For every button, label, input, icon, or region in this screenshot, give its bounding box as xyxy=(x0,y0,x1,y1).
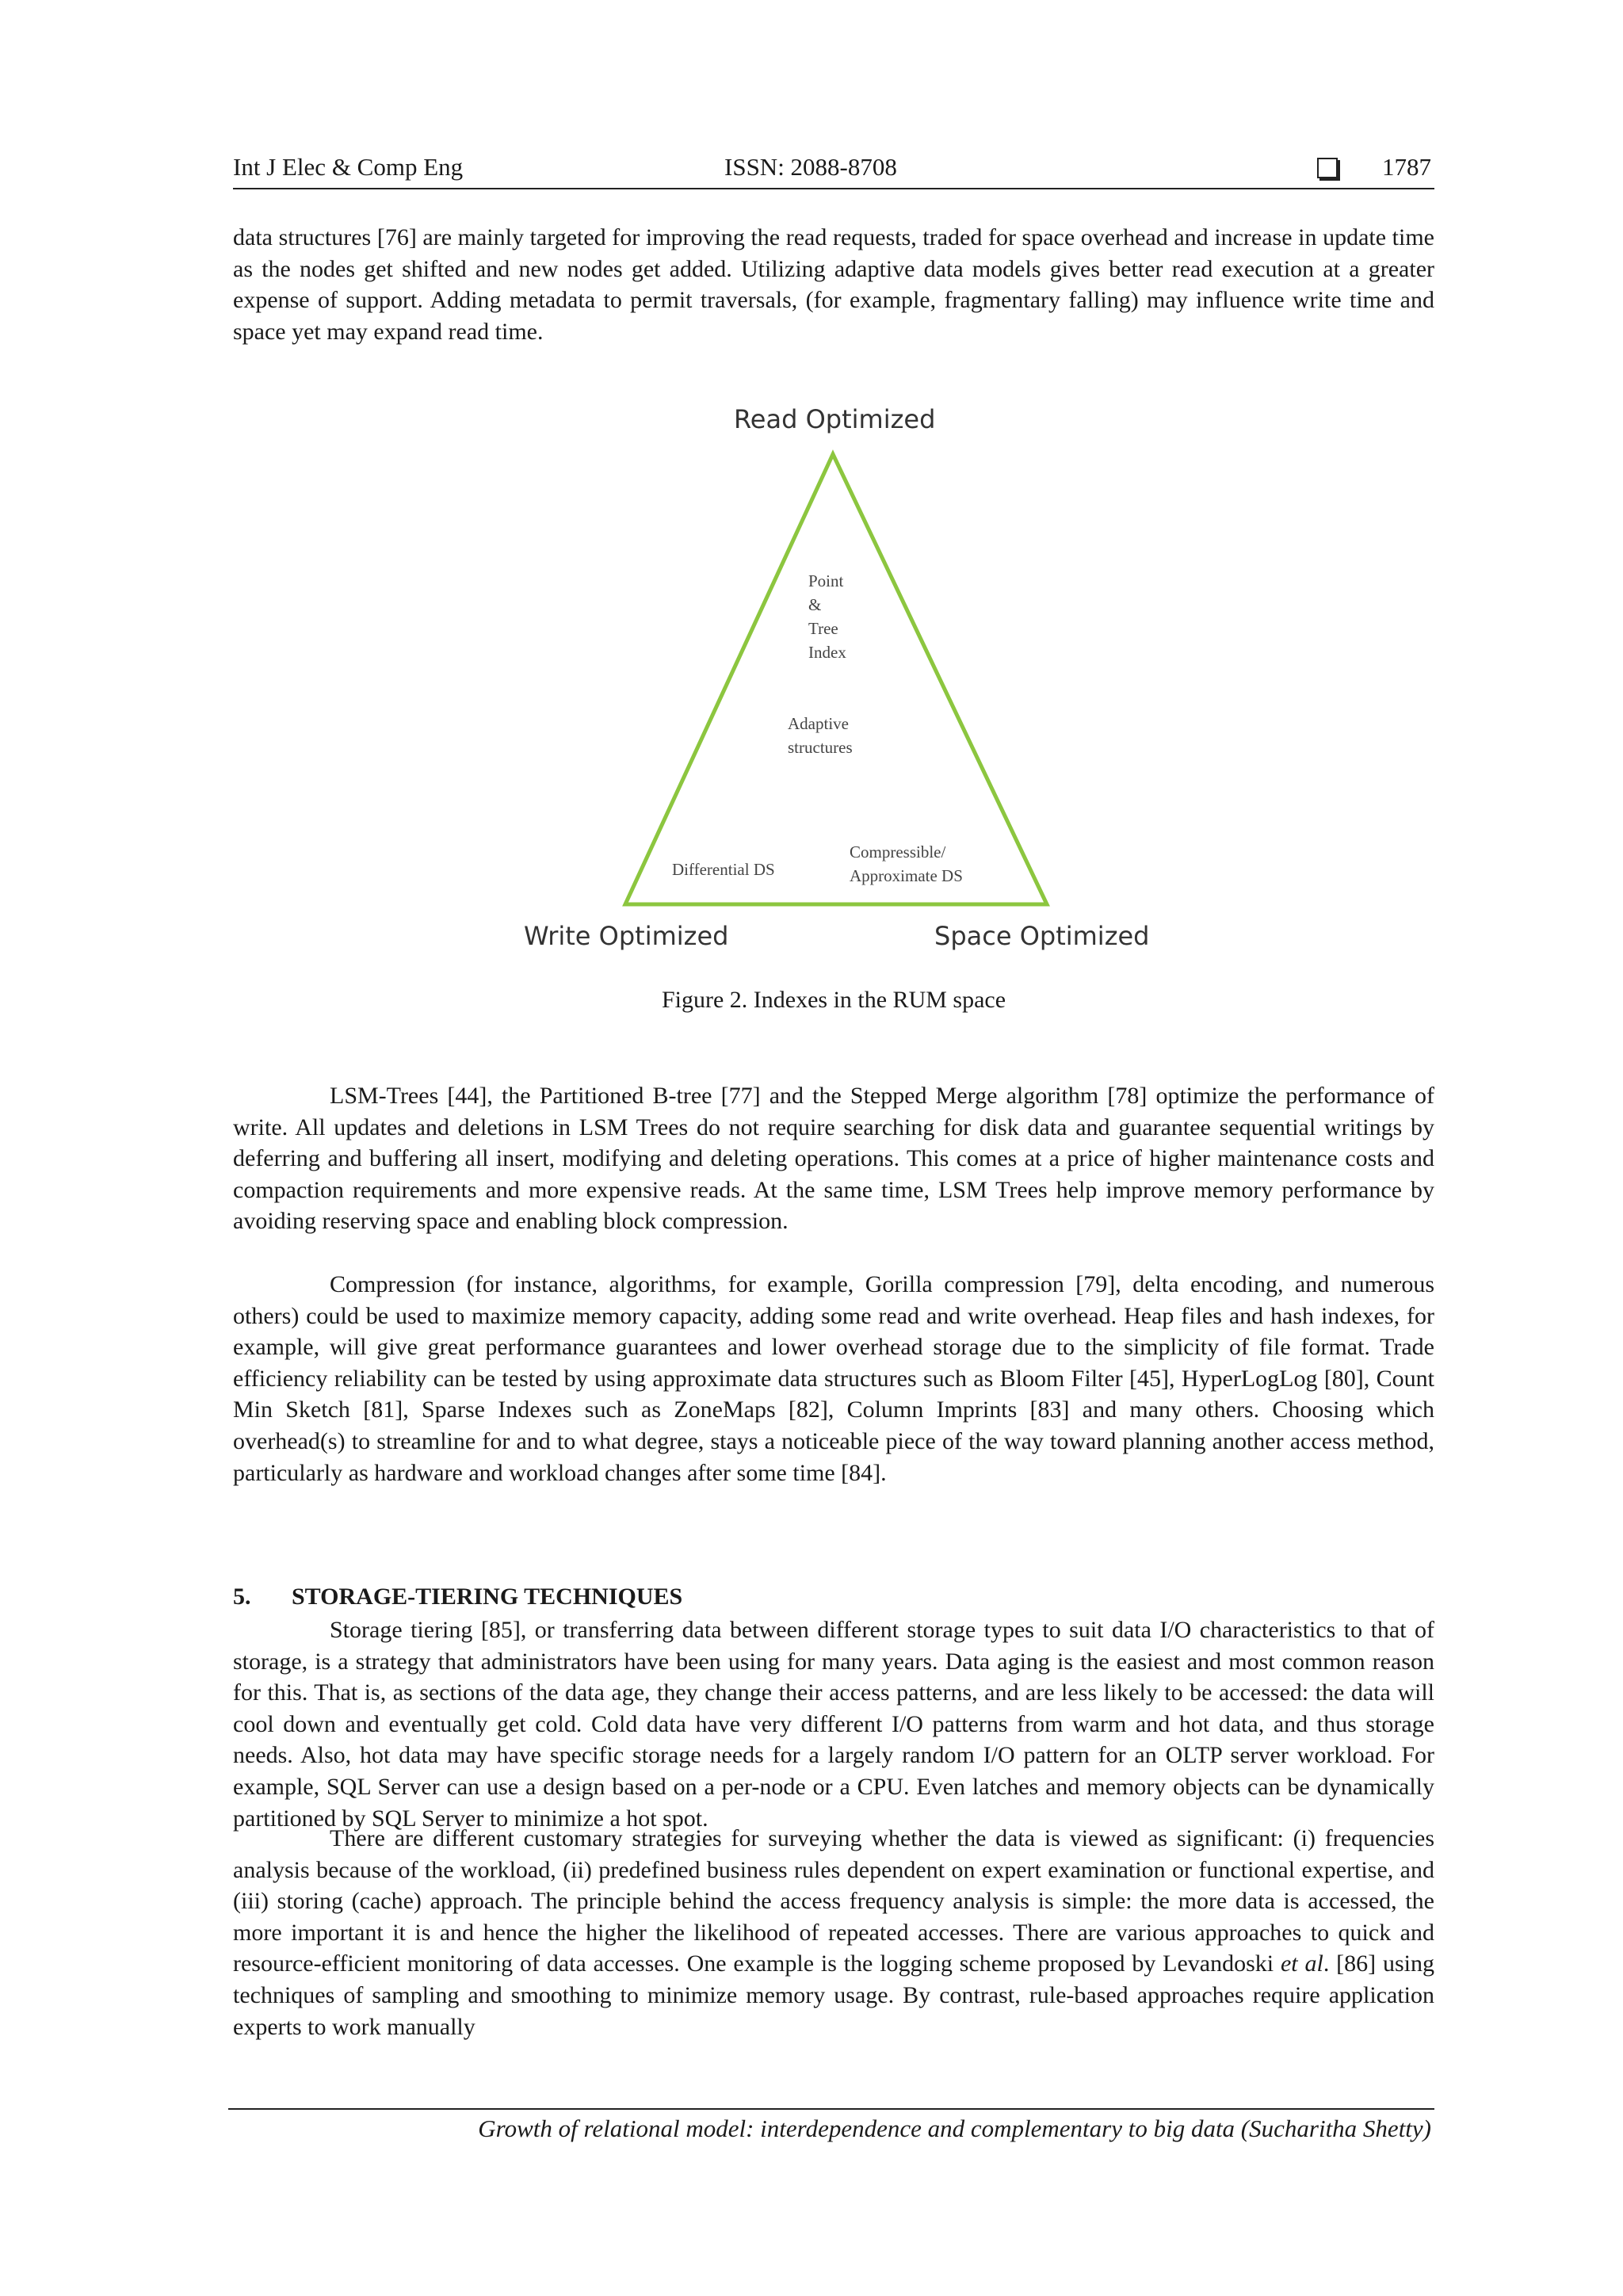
issn: ISSN: 2088-8708 xyxy=(724,153,897,181)
differential-ds-label: Differential DS xyxy=(672,860,775,879)
point-tree-index-label xyxy=(808,569,846,664)
read-optimized-label: Read Optimized xyxy=(734,404,936,434)
footer-rule xyxy=(228,2108,1434,2110)
paragraph-2: LSM-Trees [44], the Partitioned B-tree [77] and the Stepped Merge algorithm [78] optimize the performance of write. All updates and deletions in LSM Trees do not require searching for disk data and guarantee sequential writings by deferring and buffering all insert, modifying and deleting operations. This comes at a price of higher maintenance costs and compaction requirements and more expensive reads. At the same time, LSM Trees help improve memory performance by avoiding reserving space and enabling block compression. xyxy=(233,1083,1434,1235)
paragraph-1: data structures [76] are mainly targeted for improving the read requests, traded for space overhead and increase in update time as the nodes get shifted and new nodes get added. Utilizing adaptive data models gives better read execution at a greater expense of support. Adding metadata to permit traversals, (for example, fragmentary falling) may influence write time and space yet may expand read time. xyxy=(233,224,1434,345)
space-optimized-label: Space Optimized xyxy=(934,921,1150,951)
running-footer: Growth of relational model: interdependence and complementary to big data (Sucharitha Shetty) xyxy=(478,2115,1431,2142)
paragraph-5-et-al: et al xyxy=(1280,1950,1323,1977)
adaptive-structures-label xyxy=(788,712,853,759)
square-bullet-icon xyxy=(1317,158,1338,178)
structures-text: structures xyxy=(788,738,853,757)
tree-text: Tree xyxy=(808,619,838,638)
rum-triangle-diagram xyxy=(507,396,1165,967)
paragraph-3: Compression (for instance, algorithms, for example, Gorilla compression [79], delta encoding, and numerous others) could be used to maximize memory capacity, adding some read and write overhead. Heap files and hash indexes, for example, will give great performance guarantees and lower overhead storage due to the simplicity of file format. Trade efficiency reliability can be tested by using approximate data structures such as Bloom Filter [45], HyperLogLog [80], Count Min Sketch [81], Sparse Indexes such as ZoneMaps [82], Column Imprints [83] and many others. Choosing which overhead(s) to streamline for and to what degree, stays a noticeable piece of the way toward planning another access method, particularly as hardware and workload changes after some time [84]. xyxy=(233,1271,1434,1486)
write-optimized-label: Write Optimized xyxy=(524,921,729,951)
point-text: Point xyxy=(808,571,844,590)
paragraph-5-text-b: . [86] using techniques of sampling and smoothing to minimize memory usage. By contrast, rule-based approaches require application experts to work manually xyxy=(233,1950,1434,2040)
section-number: 5. xyxy=(233,1584,251,1610)
page-number: 1787 xyxy=(1382,153,1431,181)
amp-text: & xyxy=(808,595,822,614)
approximate-text: Approximate DS xyxy=(850,866,963,885)
paragraph-5 xyxy=(233,1823,1434,2042)
paragraph-5-text-a: There are different customary strategies for surveying whether the data is viewed as significant: (i) frequencies analysis because of the workload, (ii) predefined business rules dependent on expert examination or functional expertise, and (iii) storing (cache) approach. The principle behind the access frequency analysis is simple: the more data is accessed, the more important it is and hence the higher the likelihood of repeated accesses. There are various approaches to quick and resource-efficient monitoring of data accesses. One example is the logging scheme proposed by Levandoski xyxy=(233,1825,1434,1977)
section-heading xyxy=(233,1584,682,1610)
compressible-approximate-label xyxy=(850,840,963,888)
journal-name: Int J Elec & Comp Eng xyxy=(233,153,464,181)
rum-triangle xyxy=(625,454,1047,904)
compressible-text: Compressible/ xyxy=(850,842,946,861)
page-header xyxy=(233,153,1434,189)
figure-rum-triangle xyxy=(507,396,1165,967)
adaptive-text: Adaptive xyxy=(788,714,849,733)
figure-caption: Figure 2. Indexes in the RUM space xyxy=(661,987,1006,1013)
section-title: STORAGE-TIERING TECHNIQUES xyxy=(292,1584,683,1610)
index-text: Index xyxy=(808,643,846,662)
paragraph-4: Storage tiering [85], or transferring data between different storage types to suit data I/O characteristics to that of storage, is a strategy that administrators have been using for many years. Data aging is the easiest and most common reason for this. That is, as sections of the data age, they change their access patterns, and are less likely to be accessed: the data will cool down and eventually get cold. Cold data have very different I/O patterns from warm and hot data, and thus storage needs. Also, hot data may have specific storage needs for a largely random I/O pattern for an OLTP server workload. For example, SQL Server can use a design based on a per-node or a CPU. Even latches and memory objects can be dynamically partitioned by SQL Server to minimize a hot spot. xyxy=(233,1617,1434,1832)
